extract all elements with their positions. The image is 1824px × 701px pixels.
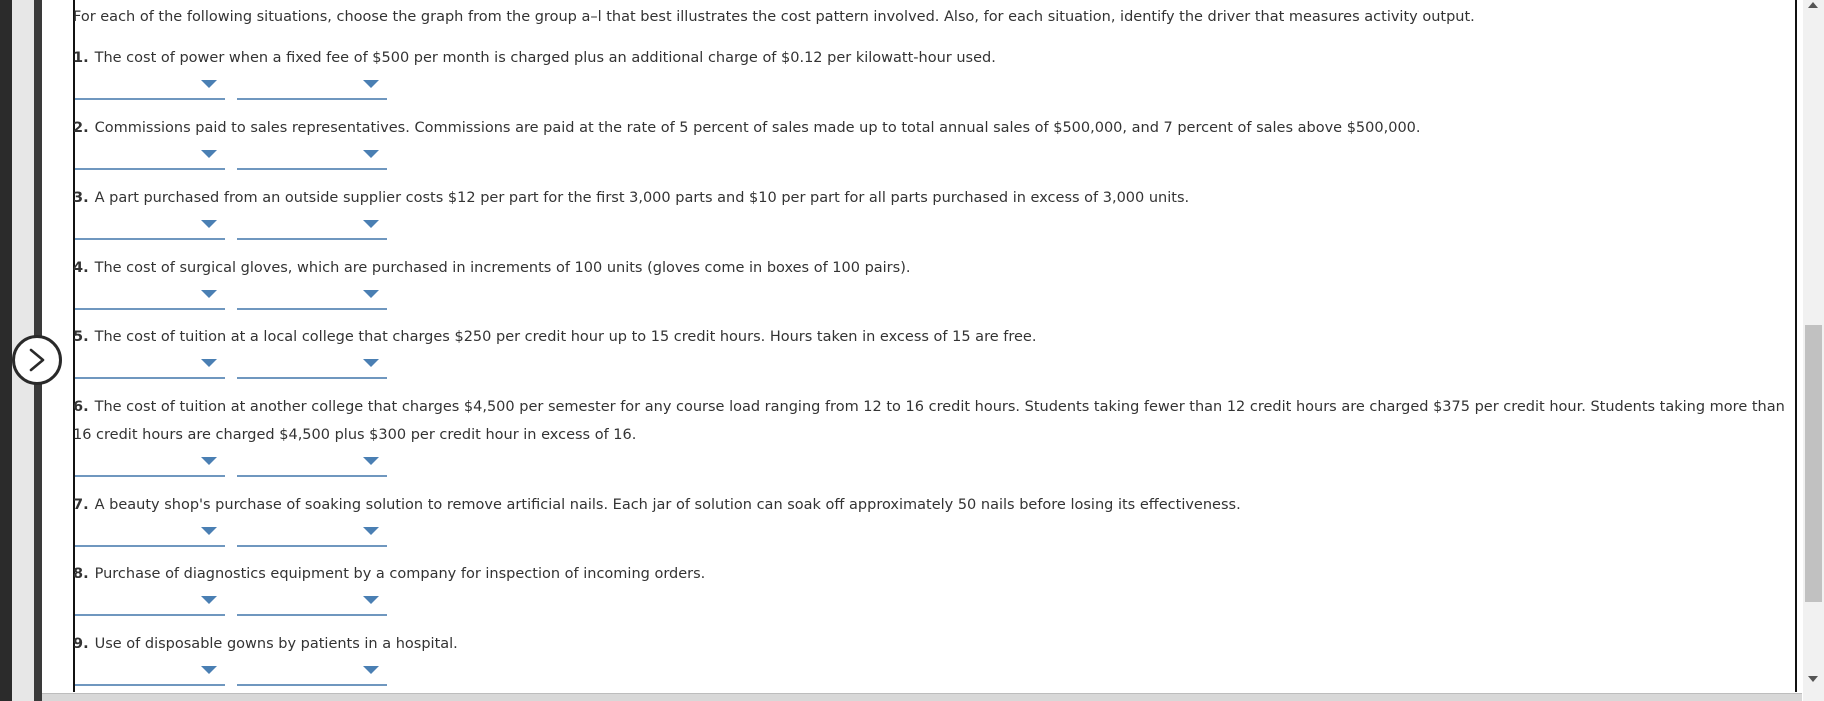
caret-down-icon: [363, 527, 379, 535]
list-item: [73, 184, 1795, 246]
item-text: [73, 114, 1795, 142]
item-text: [73, 630, 1795, 658]
item-number: 5.: [73, 329, 89, 345]
caret-down-icon: [201, 220, 217, 228]
answer-selects: [73, 592, 1795, 622]
item-description: Use of disposable gowns by patients in a hospital.: [94, 636, 458, 652]
list-item: [73, 393, 1795, 483]
next-nav-button[interactable]: [12, 335, 62, 385]
caret-down-icon: [363, 80, 379, 88]
caret-down-icon: [201, 596, 217, 604]
answer-selects: [73, 146, 1795, 176]
item-text: [73, 393, 1795, 449]
item-description: The cost of tuition at a local college that charges $250 per credit hour up to 15 credit hours. Hours taken in excess of 15 are free.: [94, 329, 1037, 345]
caret-down-icon: [363, 666, 379, 674]
instructions-text: For each of the following situations, choose the graph from the group a–l that best illustrates the cost pattern involved. Also, for each situation, identify the driver that measures activity output.: [73, 9, 1475, 25]
graph-select[interactable]: [75, 453, 225, 477]
driver-select[interactable]: [237, 453, 387, 477]
item-text: [73, 323, 1795, 351]
item-description: A beauty shop's purchase of soaking solution to remove artificial nails. Each jar of solution can soak off approximately 50 nails before losing its effectiveness.: [94, 497, 1241, 513]
driver-select[interactable]: [237, 592, 387, 616]
graph-select[interactable]: [75, 355, 225, 379]
driver-select[interactable]: [237, 523, 387, 547]
graph-select[interactable]: [75, 662, 225, 686]
item-description: A part purchased from an outside supplier costs $12 per part for the first 3,000 parts and $10 per part for all parts purchased in excess of 3,000 units.: [94, 190, 1190, 206]
answer-selects: [73, 355, 1795, 385]
driver-select[interactable]: [237, 286, 387, 310]
item-number: 7.: [73, 497, 89, 513]
answer-selects: [73, 662, 1795, 692]
graph-select[interactable]: [75, 146, 225, 170]
left-edge-bar: [0, 0, 12, 701]
scroll-up-arrow-icon[interactable]: [1808, 2, 1818, 8]
caret-down-icon: [201, 359, 217, 367]
item-number: 4.: [73, 260, 89, 276]
item-number: 3.: [73, 190, 89, 206]
list-item: [73, 560, 1795, 622]
list-item: [73, 114, 1795, 176]
answer-selects: [73, 453, 1795, 483]
caret-down-icon: [201, 290, 217, 298]
caret-down-icon: [201, 666, 217, 674]
driver-select[interactable]: [237, 355, 387, 379]
item-number: 1.: [73, 50, 89, 66]
caret-down-icon: [363, 359, 379, 367]
caret-down-icon: [363, 457, 379, 465]
answer-selects: [73, 286, 1795, 316]
chevron-right-icon: [26, 347, 48, 373]
driver-select[interactable]: [237, 146, 387, 170]
caret-down-icon: [201, 457, 217, 465]
caret-down-icon: [201, 527, 217, 535]
list-item: [73, 323, 1795, 385]
item-text: [73, 184, 1795, 212]
driver-select[interactable]: [237, 76, 387, 100]
item-number: 2.: [73, 120, 89, 136]
answer-selects: [73, 216, 1795, 246]
list-item: [73, 44, 1795, 106]
item-description: The cost of power when a fixed fee of $500 per month is charged plus an additional charge of $0.12 per kilowatt-hour used.: [94, 50, 996, 66]
caret-down-icon: [201, 150, 217, 158]
item-number: 6.: [73, 399, 89, 415]
item-text: [73, 491, 1795, 519]
graph-select[interactable]: [75, 592, 225, 616]
answer-selects: [73, 523, 1795, 553]
item-description: Commissions paid to sales representatives. Commissions are paid at the rate of 5 percent of sales made up to total annual sales of $500,000, and 7 percent of sales above $500,000.: [94, 120, 1421, 136]
list-item: [73, 254, 1795, 316]
item-text: [73, 560, 1795, 588]
caret-down-icon: [201, 80, 217, 88]
item-number: 9.: [73, 636, 89, 652]
driver-select[interactable]: [237, 662, 387, 686]
item-description: The cost of tuition at another college that charges $4,500 per semester for any course load ranging from 12 to 16 credit hours. Students taking fewer than 12 credit hours are charged $375 per credit hour. Students taking more than 16 credit hours are charged $4,500 plus $300 per credit hour in excess of 16.: [73, 399, 1785, 443]
item-text: [73, 254, 1795, 282]
graph-select[interactable]: [75, 523, 225, 547]
answer-selects: [73, 76, 1795, 106]
horizontal-scrollbar[interactable]: [42, 693, 1802, 701]
scroll-down-arrow-icon[interactable]: [1808, 676, 1818, 682]
scrollbar-thumb[interactable]: [1805, 325, 1822, 602]
caret-down-icon: [363, 150, 379, 158]
item-text: [73, 44, 1795, 72]
item-description: Purchase of diagnostics equipment by a company for inspection of incoming orders.: [94, 566, 706, 582]
caret-down-icon: [363, 290, 379, 298]
caret-down-icon: [363, 220, 379, 228]
list-item: [73, 630, 1795, 692]
caret-down-icon: [363, 596, 379, 604]
driver-select[interactable]: [237, 216, 387, 240]
content-border-right: [1795, 0, 1797, 692]
list-item: [73, 491, 1795, 553]
graph-select[interactable]: [75, 216, 225, 240]
graph-select[interactable]: [75, 286, 225, 310]
item-description: The cost of surgical gloves, which are purchased in increments of 100 units (gloves come in boxes of 100 pairs).: [94, 260, 911, 276]
graph-select[interactable]: [75, 76, 225, 100]
item-number: 8.: [73, 566, 89, 582]
